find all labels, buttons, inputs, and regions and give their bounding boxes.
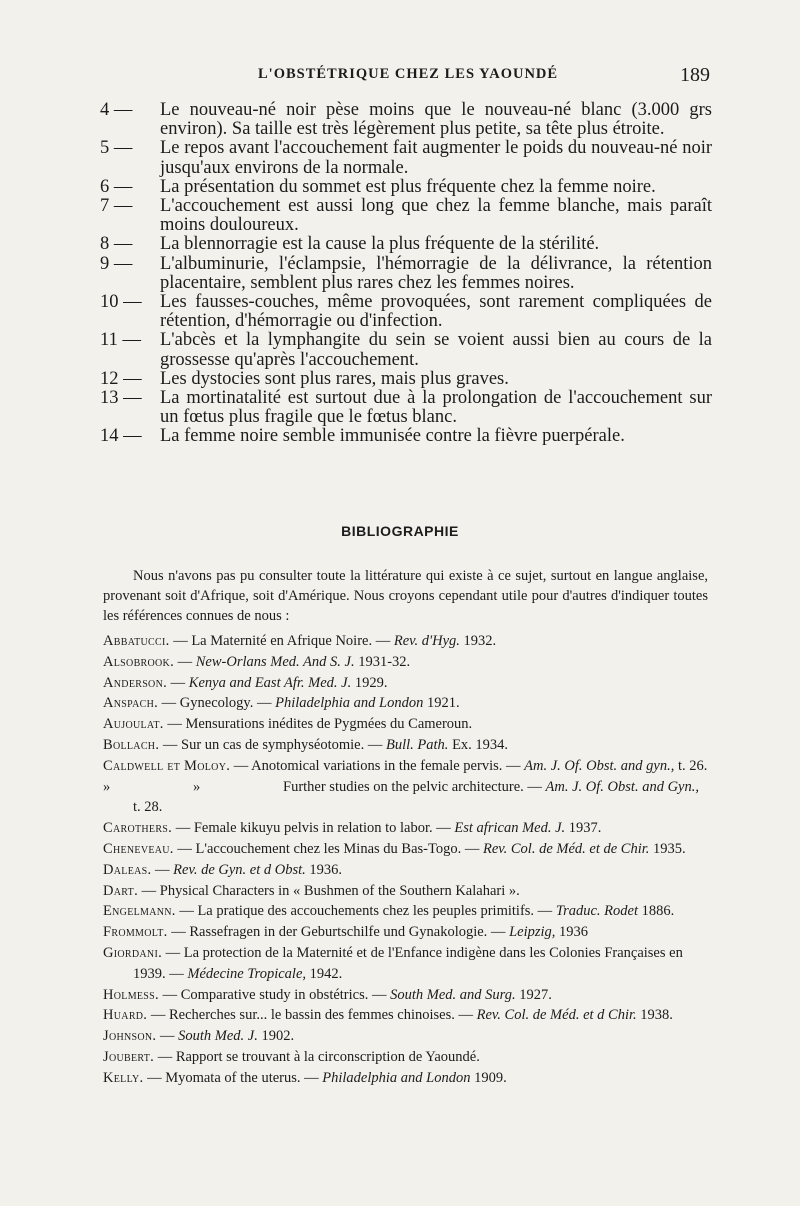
item-text: L'albuminurie, l'éclampsie, l'hémorragie de la délivrance, la rétention placentaire, semblent plus rares chez les femmes noires. — [160, 253, 712, 293]
list-item — [100, 235, 712, 254]
reference-entry — [103, 922, 710, 943]
reference-entry — [103, 1026, 710, 1047]
ref-year: 1942. — [306, 965, 343, 982]
reference-entry — [103, 652, 710, 673]
ref-journal: South Med. and Surg. — [390, 986, 516, 1003]
item-text: La présentation du sommet est plus fréquente chez la femme noire. — [160, 176, 656, 197]
ref-journal: Am. J. Of. Obst. and Gyn., — [545, 778, 699, 795]
running-head — [100, 66, 710, 90]
list-item — [100, 101, 712, 139]
ref-text: — — [151, 861, 174, 878]
ref-text: — Female kikuyu pelvis in relation to labor. — — [172, 820, 455, 837]
ref-journal: Leipzig, — [509, 924, 556, 941]
ref-text: — Rassefragen in der Geburtschilfe und Gynakologie. — — [167, 924, 510, 941]
ref-author: Kelly. — [103, 1069, 144, 1086]
ref-author: Carothers. — [103, 820, 173, 837]
reference-entry — [103, 901, 710, 922]
item-number: 13 — — [100, 388, 142, 409]
ref-year: 1938. — [636, 1007, 673, 1024]
ref-year: 1936 — [555, 924, 589, 941]
ref-text: — La protection de la Maternité et de l'Enfance indigène dans les Colonies Françaises en 1939. — — [133, 944, 683, 982]
item-text: La femme noire semble immunisée contre la fièvre puerpérale. — [160, 426, 625, 447]
item-number: 10 — — [100, 292, 142, 313]
ref-text: — Myomata of the uterus. — — [143, 1069, 323, 1086]
ref-author: Engelmann. — [103, 903, 176, 920]
ref-author: Anderson. — [103, 674, 168, 691]
list-item — [100, 293, 712, 331]
reference-entry — [103, 756, 710, 777]
ref-author: Holmess. — [103, 986, 159, 1003]
item-number: 11 — — [100, 330, 141, 351]
item-text: Les fausses-couches, même provoquées, sont rarement compliquées de rétention, d'hémorragie ou d'infection. — [160, 292, 712, 332]
item-number: 14 — — [100, 426, 142, 447]
ref-author: Caldwell et Moloy. — [103, 757, 231, 774]
running-title: L'OBSTÉTRIQUE CHEZ LES YAOUNDÉ — [258, 66, 559, 82]
list-item — [100, 331, 712, 369]
reference-entry — [103, 839, 710, 860]
ref-text: — — [156, 1028, 179, 1045]
ref-year: 1937. — [565, 820, 602, 837]
ref-journal: Est african Med. J. — [454, 820, 566, 837]
ref-author: Alsobrook. — [103, 653, 174, 670]
ref-text: — Physical Characters in « Bushmen of the Southern Kalahari ». — [138, 882, 520, 899]
list-item — [100, 139, 712, 177]
ref-author: Dart. — [103, 882, 138, 899]
ref-year: 1932. — [459, 633, 497, 649]
ref-journal: Philadelphia and London — [275, 695, 424, 712]
ref-author: Bollach. — [103, 736, 160, 753]
reference-list — [103, 631, 710, 1089]
ref-text: — Recherches sur... le bassin des femmes chinoises. — — [147, 1007, 477, 1024]
ref-journal: Rev. de Gyn. et d Obst. — [173, 861, 306, 878]
ref-journal: Philadelphia and London — [322, 1069, 471, 1086]
ref-year: 1929. — [351, 674, 388, 691]
ref-author: Frommolt. — [103, 924, 168, 941]
ref-journal: Kenya and East Afr. Med. J. — [188, 674, 352, 691]
item-number: 9 — — [100, 253, 133, 274]
reference-entry — [103, 860, 710, 881]
ref-author: Johnson. — [103, 1028, 157, 1045]
list-item — [100, 389, 712, 427]
item-text: L'abcès et la lymphangite du sein se voient aussi bien au cours de la grossesse qu'après l'accouchement. — [160, 330, 712, 370]
conclusions-list — [100, 101, 712, 447]
ref-year: 1927. — [515, 986, 552, 1003]
item-text: La blennorragie est la cause la plus fréquente de la stérilité. — [160, 234, 600, 255]
ref-text: — Anotomical variations in the female pervis. — — [230, 757, 525, 774]
ref-journal: Am. J. Of. Obst. and gyn., — [524, 757, 675, 774]
page-number: 189 — [680, 64, 710, 86]
ref-year: 1921. — [423, 695, 460, 712]
ref-author: Aujoulat. — [103, 716, 164, 733]
ref-journal: Rev. d'Hyg. — [393, 633, 460, 649]
ref-text: — Comparative study in obstétrics. — — [158, 986, 391, 1003]
ref-year: 1886. — [637, 903, 675, 920]
ref-year: 1909. — [470, 1069, 507, 1086]
ref-author: Joubert. — [103, 1048, 155, 1065]
item-text: Le repos avant l'accouchement fait augmenter le poids du nouveau-né noir jusqu'aux environs de la normale. — [160, 138, 712, 178]
ref-text: — — [174, 653, 196, 670]
reference-entry — [103, 631, 710, 652]
list-item — [100, 370, 712, 389]
item-text: L'accouchement est aussi long que chez la femme blanche, mais paraît moins douloureux. — [160, 196, 712, 236]
reference-entry — [103, 1005, 710, 1026]
ref-text: — L'accouchement chez les Minas du Bas-Togo. — — [173, 840, 483, 857]
item-number: 6 — — [100, 176, 133, 197]
list-item — [100, 178, 712, 197]
ref-year: 1902. — [257, 1028, 295, 1045]
list-item — [100, 197, 712, 235]
ref-journal: Rev. Col. de Méd. et d Chir. — [476, 1007, 637, 1024]
reference-entry — [103, 1068, 710, 1089]
ref-text: — Mensurations inédites de Pygmées du Cameroun. — [163, 716, 473, 733]
reference-entry — [103, 673, 710, 694]
reference-entry — [103, 881, 710, 902]
ditto-mark: » — [193, 778, 201, 795]
item-number: 8 — — [100, 234, 133, 255]
ref-author: Cheneveau. — [103, 840, 174, 857]
ref-text: — Rapport se trouvant à la circonscription de Yaoundé. — [154, 1048, 480, 1065]
bibliography-intro: Nous n'avons pas pu consulter toute la littérature qui existe à ce sujet, surtout en langue anglaise, provenant soit d'Afrique, soit d'Amérique. Nous croyons cependant utile pour d'autres d'indiquer toutes les références connues de nous : — [103, 568, 708, 624]
ditto-mark: » — [103, 778, 111, 795]
list-item — [100, 255, 712, 293]
ref-author: Giordani. — [103, 944, 163, 961]
ref-year: t. 28. — [133, 799, 163, 816]
ref-text: — Sur un cas de symphyséotomie. — — [159, 736, 386, 753]
ref-year: 1931-32. — [354, 653, 411, 670]
ref-journal: New-Orlans Med. And S. J. — [195, 653, 355, 670]
reference-entry — [103, 777, 710, 819]
ref-text: — Gynecology. — — [158, 695, 276, 712]
ref-author: Huard. — [103, 1007, 148, 1024]
reference-entry — [103, 818, 710, 839]
reference-entry — [103, 985, 710, 1006]
reference-entry — [103, 714, 710, 735]
item-text: Le nouveau-né noir pèse moins que le nouveau-né blanc (3.000 grs environ). Sa taille est très légèrement plus petite, sa tête plus étroite. — [160, 100, 712, 140]
item-number: 7 — — [100, 196, 133, 217]
ref-journal: Traduc. Rodet — [555, 903, 638, 920]
item-text: Les dystocies sont plus rares, mais plus graves. — [160, 368, 509, 389]
ref-author: Abbatucci. — [103, 633, 170, 649]
ref-year: 1935. — [649, 840, 686, 857]
ref-year: 1936. — [305, 861, 343, 878]
ref-author: Anspach. — [103, 695, 159, 712]
ref-year: Ex. 1934. — [448, 736, 509, 753]
list-item — [100, 427, 712, 446]
ref-journal: Médecine Tropicale, — [187, 965, 307, 982]
ref-journal: South Med. J. — [178, 1028, 258, 1045]
ref-journal: Rev. Col. de Méd. et de Chir. — [482, 840, 650, 857]
ref-text: — La pratique des accouchements chez les peuples primitifs. — — [175, 903, 556, 920]
reference-entry — [103, 693, 710, 714]
ref-journal: Bull. Path. — [386, 736, 449, 753]
ref-year: t. 26. — [674, 757, 708, 774]
item-number: 12 — — [100, 368, 142, 389]
reference-entry — [103, 735, 710, 756]
ref-text: — — [167, 674, 189, 691]
reference-entry — [103, 943, 710, 985]
ref-text: — La Maternité en Afrique Noire. — — [169, 633, 394, 649]
bibliography-heading: BIBLIOGRAPHIE — [341, 523, 459, 539]
reference-entry — [103, 1047, 710, 1068]
ref-author: Daleas. — [103, 861, 152, 878]
item-number: 4 — — [100, 100, 133, 120]
item-number: 5 — — [100, 138, 133, 159]
ref-text: Further studies on the pelvic architecture. — — [283, 778, 546, 795]
item-text: La mortinatalité est surtout due à la prolongation de l'accouchement sur un fœtus plus fragile que le fœtus blanc. — [160, 388, 712, 428]
